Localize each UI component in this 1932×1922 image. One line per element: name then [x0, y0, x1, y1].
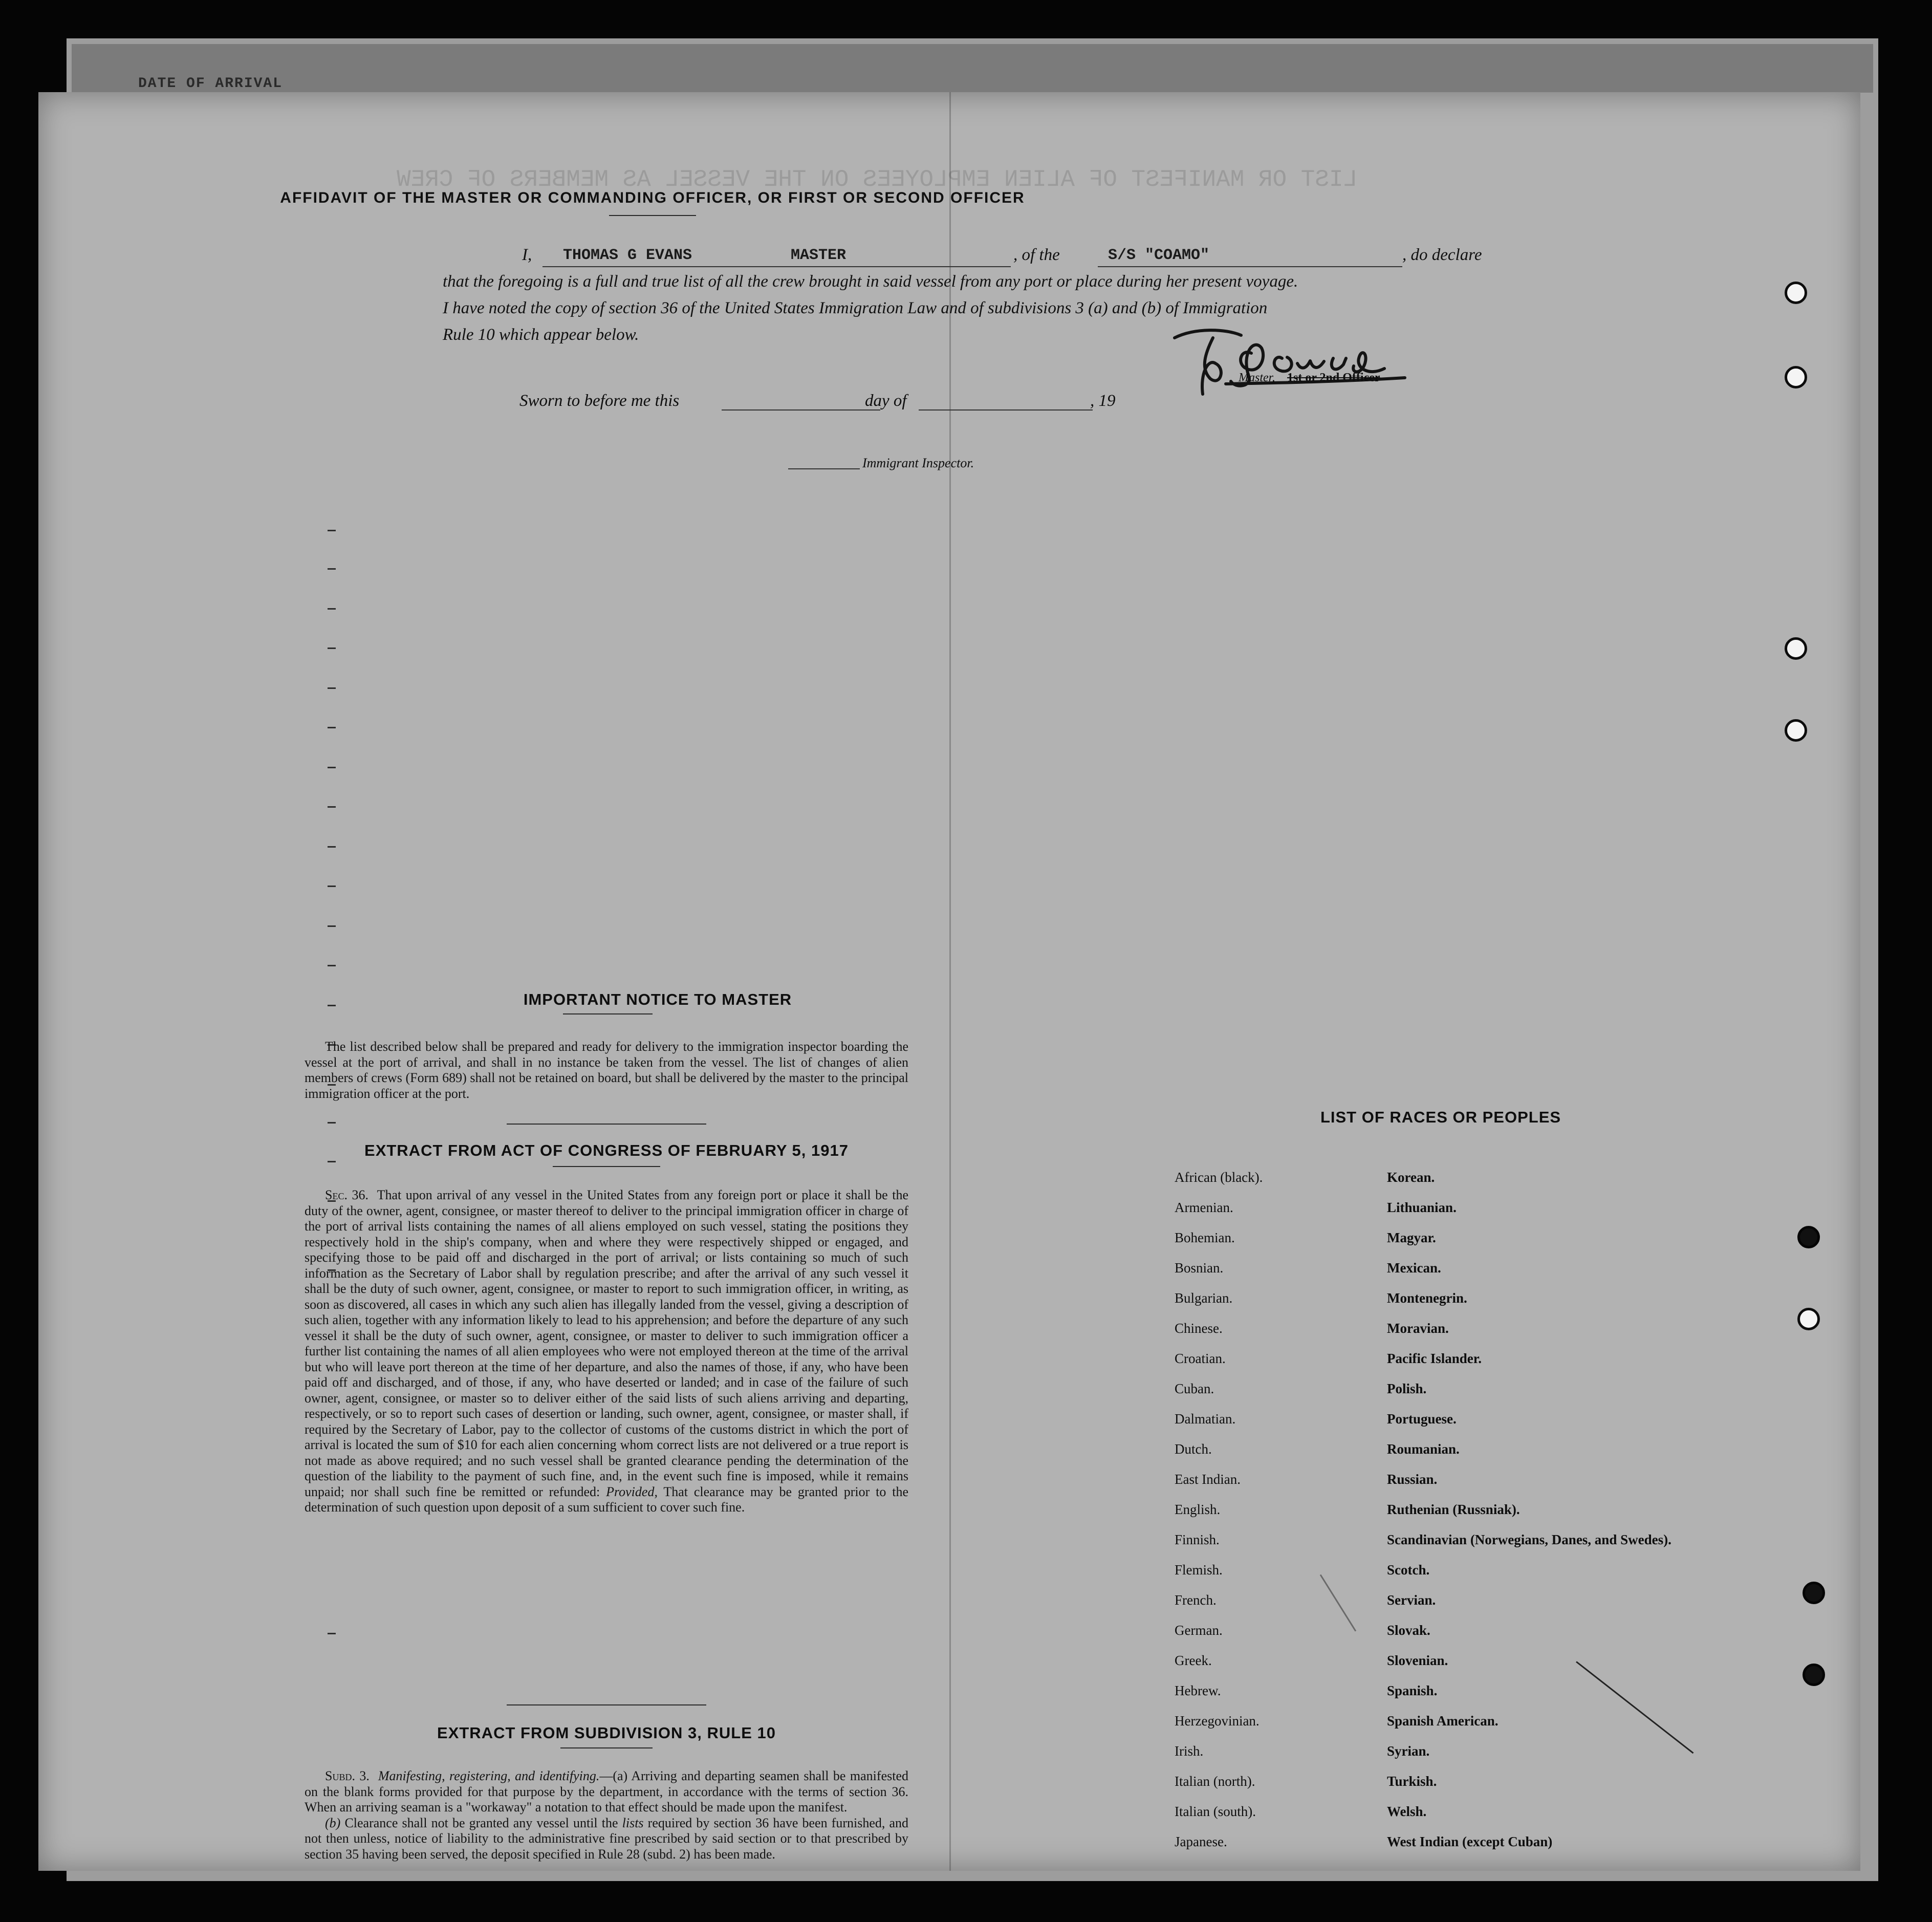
race-item: Slovenian.	[1387, 1653, 1448, 1668]
inspector-signature-line	[788, 468, 860, 469]
race-item: Lithuanian.	[1387, 1200, 1457, 1215]
affidavit-line-3: I have noted the copy of section 36 of the United States Immigration Law and of subdivisions 3 (a) and (b) of Immigration	[443, 299, 1268, 317]
notice-end-rule	[507, 1124, 706, 1125]
race-item: Cuban.	[1175, 1381, 1214, 1396]
row-dash	[328, 530, 336, 531]
binder-hole	[1797, 1226, 1820, 1248]
race-item: Spanish American.	[1387, 1713, 1499, 1729]
notice-title-rule	[563, 1013, 653, 1014]
pencil-mark	[1320, 1574, 1356, 1632]
signature-struck-title: 1st or 2nd Officer	[1287, 371, 1380, 384]
races-right-column	[1387, 1170, 1671, 1864]
race-item: Bulgarian.	[1175, 1290, 1233, 1306]
master-signature	[1164, 317, 1451, 399]
binder-hole	[1785, 366, 1807, 388]
race-item: Dalmatian.	[1175, 1411, 1236, 1427]
row-dash	[328, 767, 336, 768]
race-item: Italian (north).	[1175, 1774, 1255, 1789]
race-item: English.	[1175, 1502, 1221, 1517]
vessel-underline	[1098, 266, 1402, 267]
race-item: Ruthenian (Russniak).	[1387, 1502, 1520, 1517]
page-fold	[949, 92, 951, 1871]
affidavit-line-4: Rule 10 which appear below.	[443, 326, 639, 344]
name-underline	[542, 266, 1011, 267]
row-dash	[328, 1633, 336, 1634]
row-dash	[328, 846, 336, 848]
race-item: Korean.	[1387, 1170, 1435, 1185]
rule-extract-title: EXTRACT FROM SUBDIVISION 3, RULE 10	[437, 1724, 776, 1742]
race-item: Chinese.	[1175, 1321, 1223, 1336]
act-extract-title-rule	[553, 1166, 660, 1167]
rule-extract-title-rule	[560, 1747, 653, 1748]
notice-paragraph: The list described below shall be prepared and ready for delivery to the immigration inspector boarding the vessel at the port of arrival, and shall in no instance be taken from the vessel. The list of changes of alien members of crews (Form 689) shall not be retained on board, but shall be delivered by the master to the principal immigration officer at the port.	[305, 1039, 908, 1101]
sworn-date-line	[722, 409, 880, 411]
race-item: Russian.	[1387, 1472, 1438, 1487]
race-item: Spanish.	[1387, 1683, 1438, 1698]
race-item: Bosnian.	[1175, 1260, 1224, 1276]
race-item: Mexican.	[1387, 1260, 1441, 1276]
rule-para-b-after: required by section 36 have been furnished, and not then unless, notice of liability to the administrative fine prescribed by said section or to that prescribed by section 35 having been served, the deposit specified in Rule 28 (subd. 2) has been made.	[305, 1815, 909, 1862]
binder-hole	[1797, 1308, 1820, 1330]
race-item: Servian.	[1387, 1592, 1436, 1608]
binder-hole	[1803, 1664, 1825, 1686]
act-extract-text	[305, 1187, 908, 1516]
binder-hole	[1785, 719, 1807, 742]
ghost-title: LIST OR MANIFEST OF ALIEN EMPLOYEES ON THE VESSEL AS MEMBERS OF CREW	[397, 166, 1358, 193]
race-item: Roumanian.	[1387, 1441, 1460, 1457]
race-item: Montenegrin.	[1387, 1290, 1467, 1306]
race-item: East Indian.	[1175, 1472, 1241, 1487]
act-section-body: That upon arrival of any vessel in the United States from any foreign port or place it shall be the duty of the owner, agent, consignee, or master thereof to deliver to the principal immigration officer in charge of the port of arrival lists containing the names of all aliens employed on such vessel, stating the positions they respectively hold in the ship's company, when and where they were respectively shipped or engaged, and specifying those to be paid off and discharged in the port of arrival; or lists containing so much of such information as the Secretary of Labor shall by regulation prescribe; and after the arrival of any such vessel it shall be the duty of such owner, agent, consignee, or master to report to such immigration officer, in writing, as soon as discovered, all cases in which any such alien has illegally landed from the vessel, giving a description of such alien, together with any information likely to lead to his apprehension; and before the departure of any such vessel it shall be the duty of such owner, agent, consignee, or master to deliver to such immigration officer a further list containing the names of all alien employees who were not employed thereon at the time of the arrival but who will leave port thereon at the time of her departure, and also the names of those, if any, who have been paid off and discharged, and of those, if any, who have deserted or landed; and in case of the failure of such owner, agent, consignee, or master so to deliver either of the said lists of such aliens arriving and departing, respectively, or so to report such cases of desertion or landing, such owner, agent, consignee, or master shall, if required by the Secretary of Labor, pay to the collector of customs of the customs district in which the port of arrival is located the sum of $10 for each alien concerning whom correct lists are not delivered or a true report is not made as above required; and no such vessel shall be granted clearance pending the determination of the question of the liability to the payment of such fine, and, in the event such fine is imposed, while it remains unpaid; nor shall such fine be remitted or refunded:	[305, 1187, 908, 1499]
row-dash	[328, 687, 336, 689]
affidavit-title: AFFIDAVIT OF THE MASTER OR COMMANDING OFFICER, OR FIRST OR SECOND OFFICER	[280, 189, 1025, 206]
row-dash	[328, 727, 336, 728]
sworn-day-of: day of	[865, 392, 907, 410]
race-item: Herzegovinian.	[1175, 1713, 1260, 1729]
row-dash	[328, 647, 336, 649]
race-item: Slovak.	[1387, 1623, 1430, 1638]
race-item: Croatian.	[1175, 1351, 1226, 1366]
race-item: Bohemian.	[1175, 1230, 1235, 1245]
row-dash	[328, 965, 336, 966]
race-item: Moravian.	[1387, 1321, 1449, 1336]
race-item: Polish.	[1387, 1381, 1427, 1396]
rule-subd-label: Subd. 3.	[325, 1768, 370, 1783]
race-item: Scandinavian (Norwegians, Danes, and Swedes).	[1387, 1532, 1671, 1547]
race-item: Turkish.	[1387, 1774, 1437, 1789]
rule-para-b-label: (b)	[325, 1815, 341, 1830]
race-item: French.	[1175, 1592, 1217, 1608]
vessel-field: S/S "COAMO"	[1108, 247, 1210, 264]
rule-extract-text	[305, 1768, 908, 1862]
race-item: West Indian (except Cuban)	[1387, 1834, 1553, 1849]
race-item: Finnish.	[1175, 1532, 1220, 1547]
affidavit-title-rule	[609, 215, 696, 216]
row-dash	[328, 886, 336, 887]
rank-field: MASTER	[791, 247, 846, 264]
race-item: Armenian.	[1175, 1200, 1233, 1215]
race-item: Syrian.	[1387, 1743, 1430, 1759]
binder-hole	[1803, 1582, 1825, 1604]
notice-text	[305, 1039, 908, 1102]
race-item: Greek.	[1175, 1653, 1212, 1668]
notice-title: IMPORTANT NOTICE TO MASTER	[523, 990, 792, 1008]
race-item: Irish.	[1175, 1743, 1204, 1759]
inspector-caption: Immigrant Inspector.	[862, 456, 974, 470]
signature-caption: Master,	[1239, 371, 1275, 384]
affidavit-do-declare: , do declare	[1402, 246, 1482, 264]
act-provided-text: That clearance may be granted prior to the determination of such question upon deposit of a sum sufficient to cover such fine.	[305, 1484, 908, 1515]
race-item: Magyar.	[1387, 1230, 1436, 1245]
sworn-prefix: Sworn to before me this	[519, 392, 680, 410]
back-sheet-tab	[72, 44, 1873, 93]
act-end-rule	[507, 1704, 706, 1705]
race-item: German.	[1175, 1623, 1223, 1638]
pencil-mark	[1576, 1661, 1694, 1754]
race-item: Portuguese.	[1387, 1411, 1457, 1427]
sworn-month-line	[919, 409, 1093, 411]
races-title: LIST OF RACES OR PEOPLES	[1320, 1108, 1561, 1126]
race-item: African (black).	[1175, 1170, 1263, 1185]
row-dash	[328, 1161, 336, 1162]
rule-para-b-lists: lists	[622, 1815, 644, 1830]
affidavit-prefix: I,	[522, 246, 532, 264]
act-section-label: Sec. 36.	[325, 1187, 368, 1202]
row-dash	[328, 1122, 336, 1124]
row-dash	[328, 925, 336, 927]
row-dash	[328, 608, 336, 610]
rule-para-a: —(a) Arriving and departing seamen shall be manifested on the blank forms provided for that purpose by the department, in accordance with the terms of section 36. When an arriving seaman is a "workaway" a notation to that effect should be made upon the manifest.	[305, 1768, 908, 1815]
race-item: Italian (south).	[1175, 1804, 1256, 1819]
races-left-column	[1175, 1170, 1263, 1864]
binder-hole	[1785, 282, 1807, 304]
rule-subd-heading: Manifesting, registering, and identifying.	[378, 1768, 600, 1783]
binder-hole	[1785, 637, 1807, 660]
rule-para-b-before: Clearance shall not be granted any vessel until the	[344, 1815, 618, 1830]
affidavit-line-2: that the foregoing is a full and true list of all the crew brought in said vessel from any port or place during her present voyage.	[443, 272, 1298, 291]
race-item: Welsh.	[1387, 1804, 1427, 1819]
race-item: Hebrew.	[1175, 1683, 1221, 1698]
race-item: Scotch.	[1387, 1562, 1430, 1578]
race-item: Japanese.	[1175, 1834, 1227, 1849]
manifest-page	[38, 92, 1860, 1871]
act-provided-label: Provided,	[606, 1484, 658, 1499]
sworn-year: , 19	[1090, 392, 1116, 410]
signature-text: T. G. Evans	[1164, 317, 1167, 318]
race-item: Pacific Islander.	[1387, 1351, 1482, 1366]
race-item: Flemish.	[1175, 1562, 1223, 1578]
act-extract-title: EXTRACT FROM ACT OF CONGRESS OF FEBRUARY 5, 1917	[364, 1141, 849, 1159]
row-dash	[328, 568, 336, 570]
row-dash	[328, 1005, 336, 1006]
affidavit-of-the: , of the	[1013, 246, 1060, 264]
date-of-arrival-label: DATE OF ARRIVAL	[138, 76, 283, 92]
row-dash	[328, 806, 336, 808]
race-item: Dutch.	[1175, 1441, 1212, 1457]
master-name-field: THOMAS G EVANS	[563, 247, 692, 264]
